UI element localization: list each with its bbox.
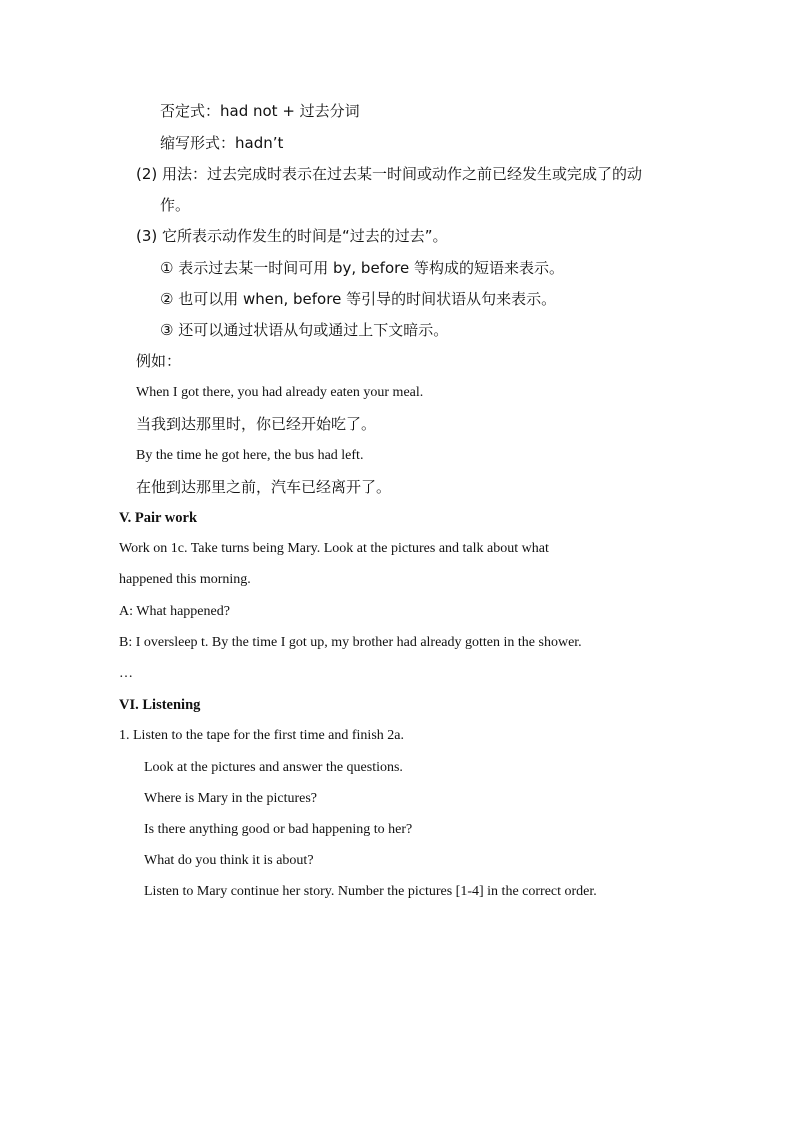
listening-sub-item-4: What do you think it is about?	[144, 853, 314, 868]
pair-work-instruction-line-1: Work on 1c. Take turns being Mary. Look at the pictures and talk about what	[119, 541, 549, 556]
listening-sub-item-1: Look at the pictures and answer the questions.	[144, 760, 403, 775]
pair-work-heading: V. Pair work	[119, 510, 198, 526]
example-2-zh: 在他到达那里之前，汽车已经离开了。	[136, 478, 392, 496]
example-label: 例如：	[136, 352, 182, 370]
point-2: ② 也可以用 when, before 等引导的时间状语从句来表示。	[160, 290, 557, 308]
contraction-form: 缩写形式：hadn’t	[160, 134, 284, 152]
dialog-ellipsis: …	[119, 666, 133, 681]
usage-2-line-2: 作。	[160, 196, 191, 214]
listening-heading: VI. Listening	[119, 697, 201, 713]
pair-work-instruction-line-2: happened this morning.	[119, 572, 251, 587]
listening-sub-item-2: Where is Mary in the pictures?	[144, 791, 317, 806]
listening-sub-item-5: Listen to Mary continue her story. Number the pictures [1-4] in the correct order.	[144, 884, 597, 899]
listening-sub-item-3: Is there anything good or bad happening to her?	[144, 822, 413, 837]
example-1-zh: 当我到达那里时，你已经开始吃了。	[136, 415, 377, 433]
example-2-en: By the time he got here, the bus had left.	[136, 448, 364, 463]
listening-item-1: 1. Listen to the tape for the first time and finish 2a.	[119, 728, 404, 743]
usage-2-line-1: (2) 用法：过去完成时表示在过去某一时间或动作之前已经发生或完成了的动	[136, 165, 643, 183]
point-3: ③ 还可以通过状语从句或通过上下文暗示。	[160, 321, 449, 339]
point-1: ① 表示过去某一时间可用 by, before 等构成的短语来表示。	[160, 259, 564, 277]
example-1-en: When I got there, you had already eaten your meal.	[136, 385, 424, 400]
usage-3: (3) 它所表示动作发生的时间是“过去的过去”。	[136, 227, 448, 245]
negative-form: 否定式：had not + 过去分词	[160, 102, 360, 120]
dialog-a: A: What happened?	[119, 604, 230, 619]
dialog-b: B: I oversleep t. By the time I got up, my brother had already gotten in the shower.	[119, 635, 582, 650]
